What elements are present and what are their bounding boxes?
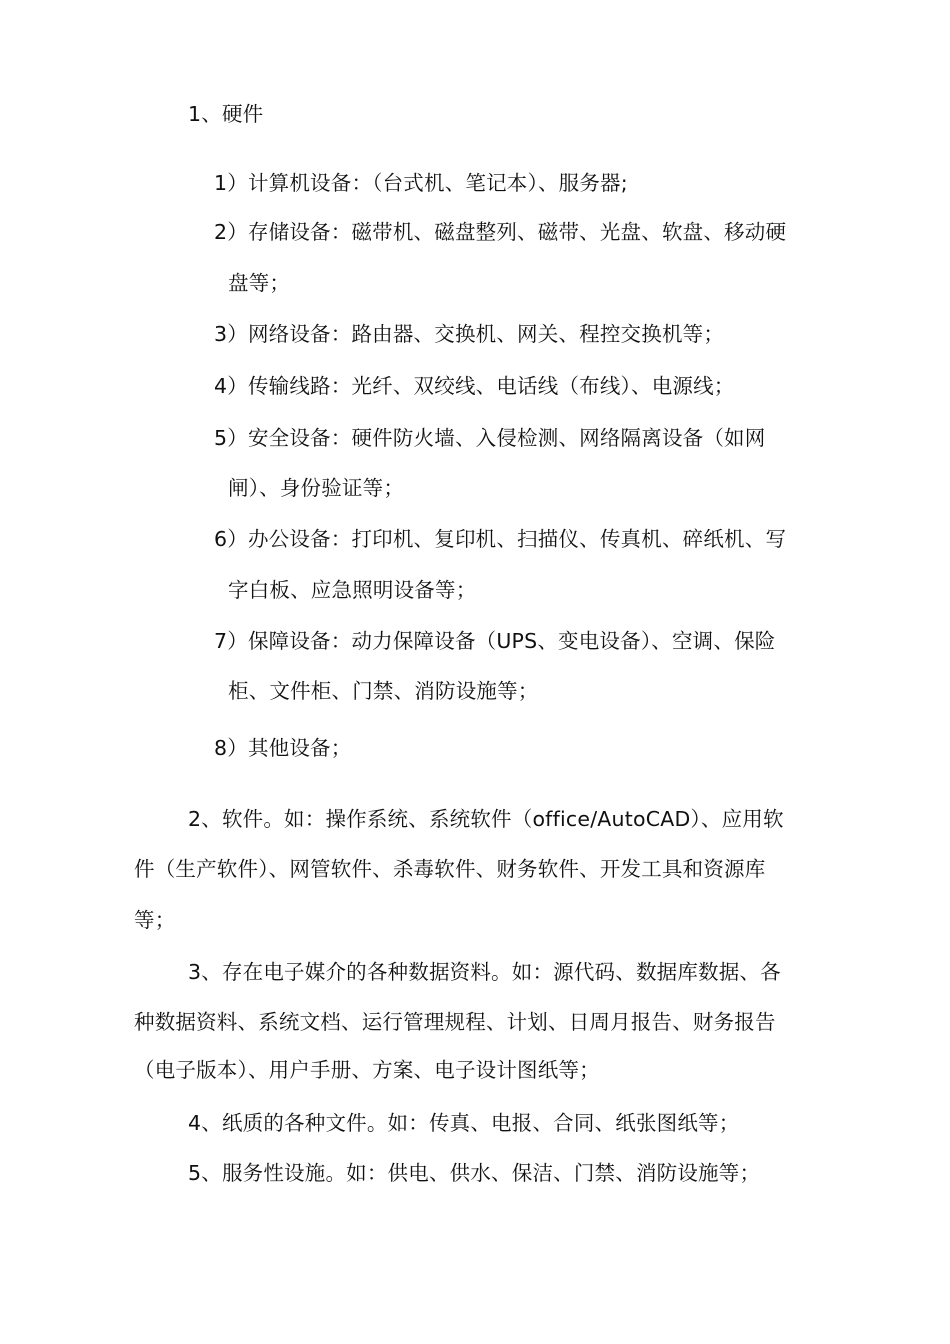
section-2-line-1: 2、软件。如：操作系统、系统软件（office/AutoCAD）、应用软 bbox=[188, 807, 784, 831]
hardware-item-7-continuation: 柜、文件柜、门禁、消防设施等； bbox=[228, 679, 539, 703]
section-3-line-1: 3、存在电子媒介的各种数据资料。如：源代码、数据库数据、各 bbox=[188, 960, 781, 984]
hardware-item-3: 3）网络设备：路由器、交换机、网关、程控交换机等； bbox=[214, 322, 725, 346]
hardware-item-2: 2）存储设备：磁带机、磁盘整列、磁带、光盘、软盘、移动硬 bbox=[214, 220, 787, 244]
hardware-item-4: 4）传输线路：光纤、双绞线、电话线（布线）、电源线； bbox=[214, 374, 735, 398]
hardware-item-2-continuation: 盘等； bbox=[228, 271, 291, 295]
hardware-item-5-continuation: 闸）、身份验证等； bbox=[228, 476, 405, 500]
hardware-item-8: 8）其他设备； bbox=[214, 736, 352, 760]
section-3-line-3: （电子版本）、用户手册、方案、电子设计图纸等； bbox=[134, 1058, 600, 1082]
hardware-item-6-continuation: 字白板、应急照明设备等； bbox=[228, 578, 477, 602]
hardware-item-7: 7）保障设备：动力保障设备（UPS、变电设备）、空调、保险 bbox=[214, 629, 776, 653]
section-2-line-2: 件（生产软件）、网管软件、杀毒软件、财务软件、开发工具和资源库 bbox=[134, 857, 766, 881]
hardware-item-1: 1）计算机设备：（台式机、笔记本）、服务器; bbox=[214, 171, 628, 195]
hardware-item-5: 5）安全设备：硬件防火墙、入侵检测、网络隔离设备（如网 bbox=[214, 426, 766, 450]
section-2-line-3: 等； bbox=[134, 908, 176, 932]
section-5-line-1: 5、服务性设施。如：供电、供水、保洁、门禁、消防设施等； bbox=[188, 1161, 761, 1185]
hardware-item-6: 6）办公设备：打印机、复印机、扫描仪、传真机、碎纸机、写 bbox=[214, 527, 787, 551]
section-1-heading: 1、硬件 bbox=[188, 102, 264, 126]
section-4-line-1: 4、纸质的各种文件。如：传真、电报、合同、纸张图纸等； bbox=[188, 1111, 740, 1135]
section-3-line-2: 种数据资料、系统文档、运行管理规程、计划、日周月报告、财务报告 bbox=[134, 1010, 776, 1034]
